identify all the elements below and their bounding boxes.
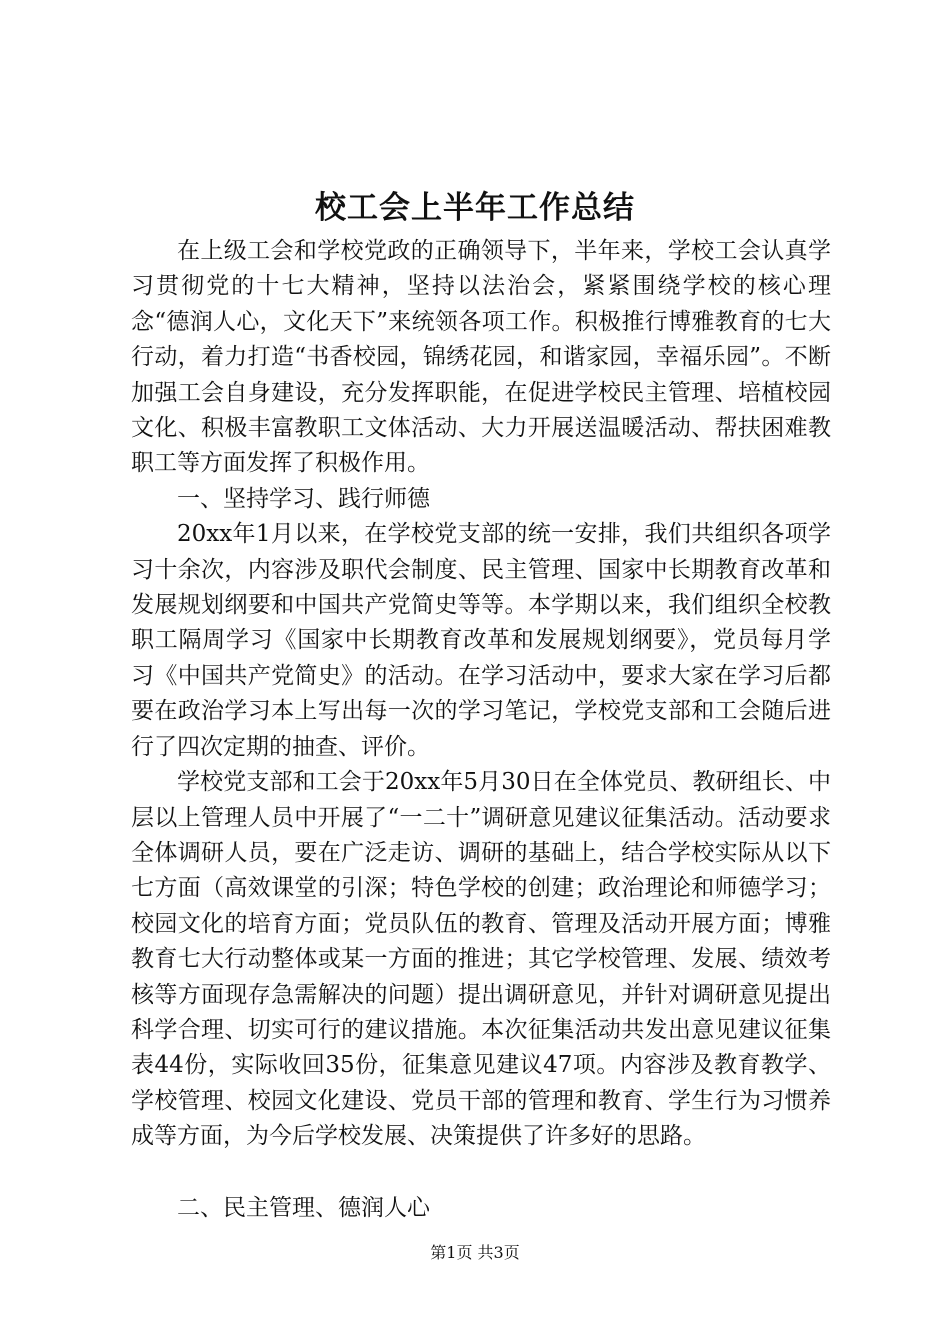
section-heading-1: 一、坚持学习、践行师德 xyxy=(177,485,430,512)
intro-paragraph: 在上级工会和学校党政的正确领导下，半年来，学校工会认真学习贯彻党的十七大精神，坚持以法治会，紧紧围绕学校的核心理念“德润人心，文化天下”来统领各项工作。积极推行博雅教育的七大行动，着力打造“书香校园，锦绣花园，和谐家园，幸福乐园”。不断加强工会自身建设，充分发挥职能，在促进学校民主管理、培植校园文化、积极丰富教职工文体活动、大力开展送温暖活动、帮扶困难教职工等方面发挥了积极作用。 xyxy=(131,238,831,477)
document-body xyxy=(131,234,831,1226)
section-heading-2: 二、民主管理、德润人心 xyxy=(177,1194,430,1221)
document-title: 校工会上半年工作总结 xyxy=(315,190,635,226)
study-paragraph: 20xx年1月以来，在学校党支部的统一安排，我们共组织各项学习十余次，内容涉及职代会制度、民主管理、国家中长期教育改革和发展规划纲要和中国共产党简史等等。本学期以来，我们组织全校教职工隔周学习《国家中长期教育改革和发展规划纲要》，党员每月学习《中国共产党简史》的活动。在学习活动中，要求大家在学习后都要在政治学习本上写出每一次的学习笔记，学校党支部和工会随后进行了四次定期的抽查、评价。 xyxy=(131,521,831,760)
survey-paragraph: 学校党支部和工会于20xx年5月30日在全体党员、教研组长、中层以上管理人员中开展了“一二十”调研意见建议征集活动。活动要求全体调研人员，要在广泛走访、调研的基础上，结合学校实际从以下七方面（高效课堂的引深；特色学校的创建；政治理论和师德学习；校园文化的培育方面；党员队伍的教育、管理及活动开展方面；博雅教育七大行动整体或某一方面的推进；其它学校管理、发展、绩效考核等方面现存急需解决的问题）提出调研意见，并针对调研意见提出科学合理、切实可行的建议措施。本次征集活动共发出意见建议征集表44份，实际收回35份，征集意见建议47项。内容涉及教育教学、学校管理、校园文化建设、党员干部的管理和教育、学生行为习惯养成等方面，为今后学校发展、决策提供了许多好的思路。 xyxy=(131,769,831,1150)
page-number-footer: 第1页 共3页 xyxy=(430,1243,520,1262)
